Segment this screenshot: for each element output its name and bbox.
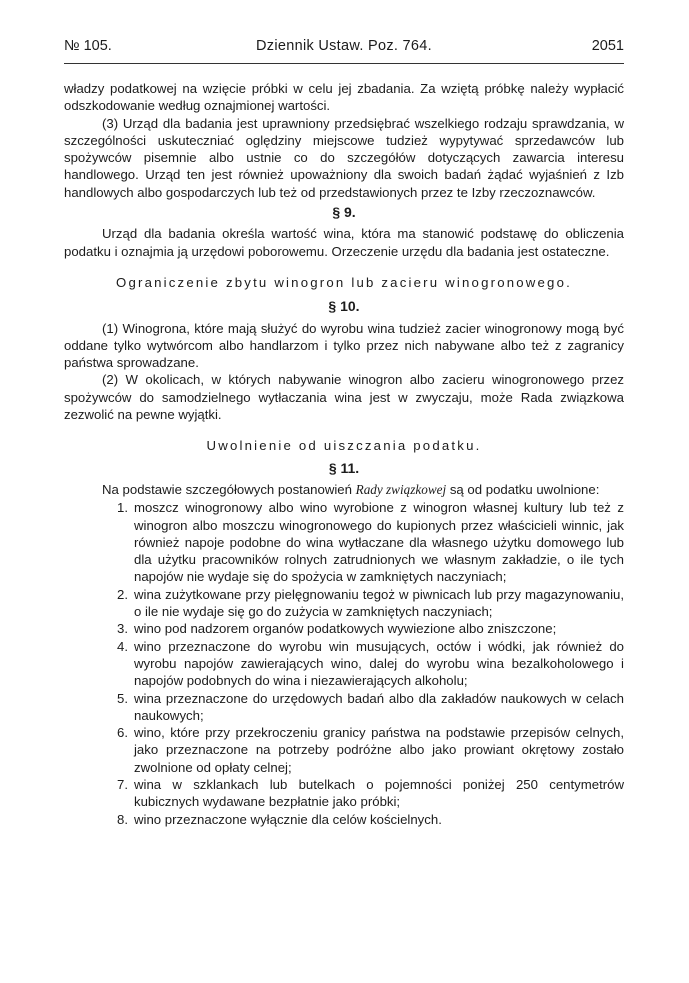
list-item xyxy=(64,690,624,725)
item-text: wino przeznaczone wyłącznie dla celów kościelnych. xyxy=(134,811,442,827)
item-number: 2. xyxy=(117,586,128,602)
item-number: 7. xyxy=(117,776,128,792)
item-number: 1. xyxy=(117,500,128,516)
issue-number: № 105. xyxy=(64,38,112,54)
document-body xyxy=(64,80,624,828)
section-11-title: § 11. xyxy=(328,459,360,476)
intro-before: Na podstawie szczegółowych postanowień xyxy=(102,481,352,497)
item-number: 8. xyxy=(117,811,128,827)
exemption-heading: Uwolnienie od uiszczania podatku. xyxy=(206,438,482,454)
page-header xyxy=(64,0,624,64)
list-item xyxy=(64,586,624,621)
item-number: 4. xyxy=(117,638,128,654)
section-10-paragraph-2: (2) W okolicach, w których nabywanie winogron albo zacieru winogronowego przez spożywców do samodzielnego wytłaczania wina jest w zwyczaju, może Rada związkowa zezwolić na pewne wyjątki. xyxy=(64,372,624,423)
item-text: wina w szklankach lub butelkach o pojemności poniżej 250 centymetrów kubicznych wydawane bezpłatnie jako próbki; xyxy=(134,776,624,810)
item-text: wina zużytkowane przy pielęgnowaniu tegoż w piwnicach lub przy magazynowaniu, o ile nie wydaje się go do zużycia w zamkniętych naczyniach; xyxy=(134,586,624,620)
header-rule xyxy=(64,63,624,64)
page-number: 2051 xyxy=(591,38,624,54)
item-text: wino, które przy przekroczeniu granicy państwa na podstawie przepisów celnych, jako przeznaczone na potrzeby podróżne albo jako prowiant okrętowy zostało zwolnione od opłaty celnej; xyxy=(134,725,624,775)
list-item xyxy=(64,638,624,690)
document-page xyxy=(64,0,624,828)
section-9-text: Urząd dla badania określa wartość wina, która ma stanowić podstawę do obliczenia podatku i oznajmia ją urzędowi poborowemu. Orzeczenie urzędu dla badania jest ostateczne. xyxy=(64,226,624,259)
section-10-title: § 10. xyxy=(328,298,360,315)
intro-italic: Rady związkowej xyxy=(355,481,447,497)
list-item xyxy=(64,499,624,585)
item-number: 6. xyxy=(117,725,128,741)
section-9-title: § 9. xyxy=(332,204,356,221)
restriction-heading: Ograniczenie zbytu winogron lub zacieru winogronowego. xyxy=(115,274,572,290)
item-number: 5. xyxy=(117,690,128,706)
section-11-intro xyxy=(64,481,624,498)
item-text: wina przeznaczone do urzędowych badań albo dla zakładów naukowych w celach naukowych; xyxy=(134,690,624,723)
item-text: moszcz winogronowy albo wino wyrobione z winogron własnej kultury lub też z winogron albo moszczu winogronowego do kupionych przez właścicieli winnic, jak również napoje podobne do wina wytłaczane dla własnego użytku domowego lub dla użytku pracowników rolnych zatrudnionych we własnym zakładzie, o ile tych napojów nie wydaje się do spożycia w zamkniętych naczyniach; xyxy=(134,500,624,585)
paragraph-continuation: władzy podatkowej na wzięcie próbki w celu jej zbadania. Za wziętą próbkę należy wypłacić odszkodowanie według oznajmionej wartości. xyxy=(64,81,624,114)
item-number: 3. xyxy=(117,621,128,637)
paragraph-3: (3) Urząd dla badania jest uprawniony przedsiębrać wszelkiego rodzaju sprawdzania, w szczególności uskuteczniać oględziny miejscowe tudzież wypytywać sprzedawców lub spożywców pisemnie albo ustnie co do szczegółów dotyczących zawarcia interesu handlowego. Urząd ten jest również upoważniony dla swoich badań żądać wyjaśnień z Izb handlowych albo gospodarczych lub też od przedstawionych przez te Izby rzeczoznawców. xyxy=(64,115,624,200)
list-item xyxy=(64,724,624,776)
list-item xyxy=(64,620,624,637)
list-item xyxy=(64,811,624,828)
intro-after: są od podatku uwolnione: xyxy=(449,481,600,497)
journal-title: Dziennik Ustaw. Poz. 764. xyxy=(256,38,432,54)
exemption-list xyxy=(64,499,624,828)
section-10-paragraph-1: (1) Winogrona, które mają służyć do wyrobu wina tudzież zacier winogronowy mogą być oddane tylko wytwórcom albo handlarzom i tylko przez nich nabywane albo też z zagranicy państwa sprowadzane. xyxy=(64,320,624,371)
list-item xyxy=(64,776,624,811)
item-text: wino przeznaczone do wyrobu win musujących, octów i wódki, jak również do wyrobu napojów zawierających wino, dalej do wyrobu wina bezalkoholowego i napojów podobnych do wina i niezawierających alkoholu; xyxy=(134,638,624,689)
item-text: wino pod nadzorem organów podatkowych wywiezione albo zniszczone; xyxy=(134,621,557,637)
